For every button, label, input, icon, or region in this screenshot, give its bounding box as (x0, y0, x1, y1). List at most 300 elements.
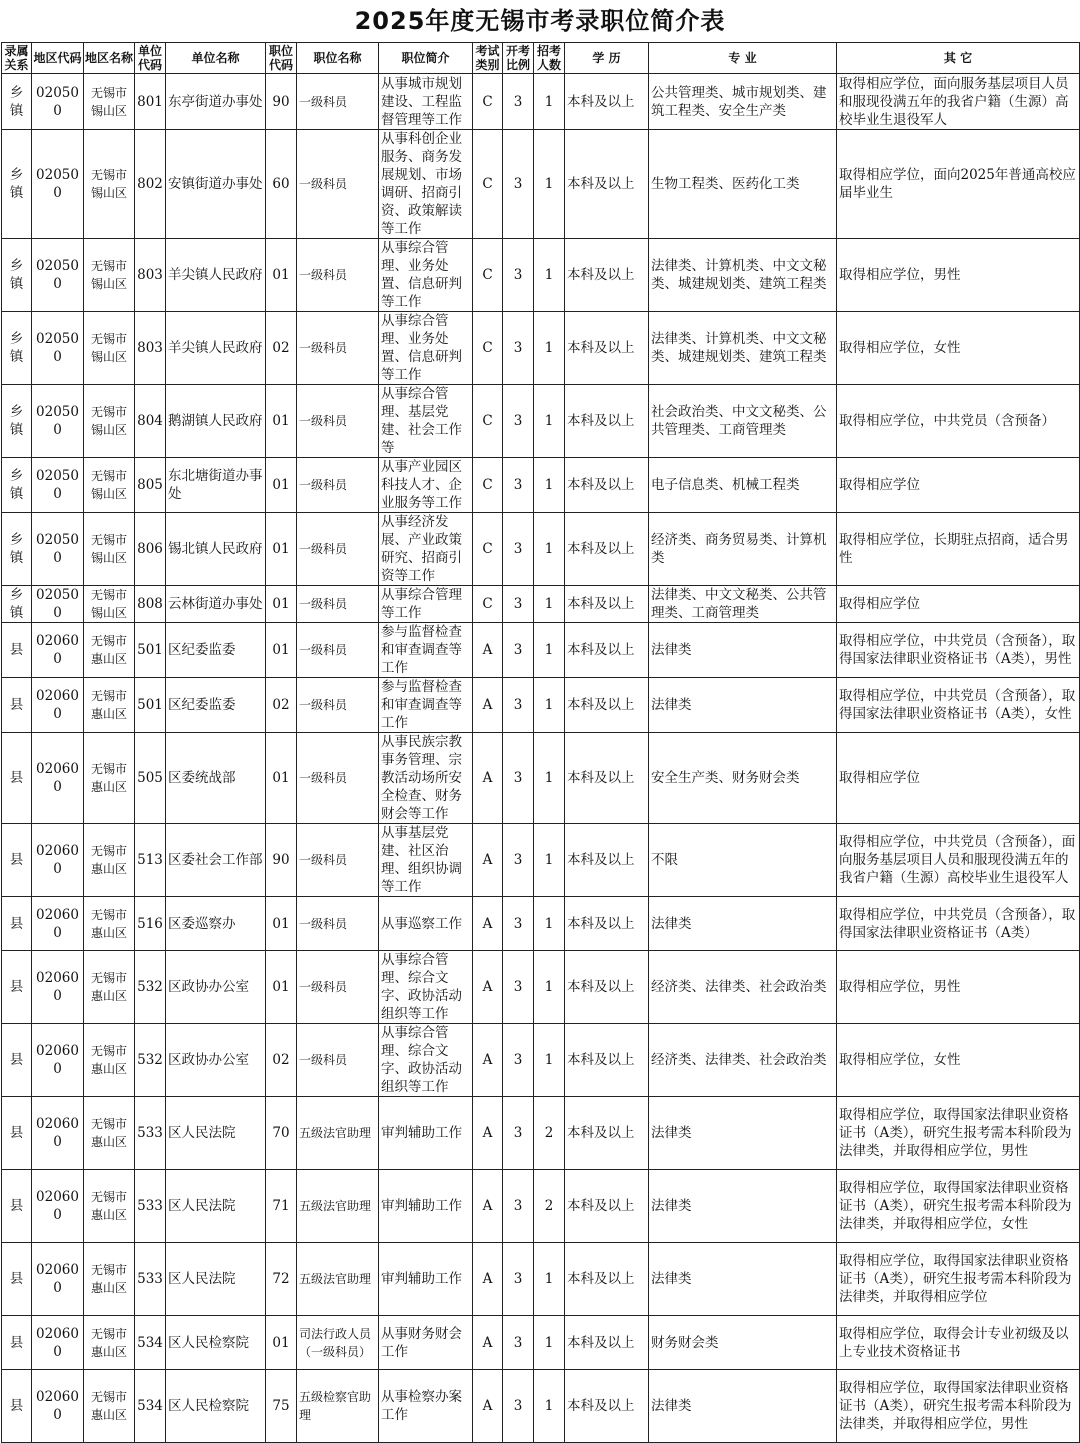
position-name-cell: 一级科员 (297, 733, 379, 824)
position-desc-cell: 从事财务财会工作 (379, 1316, 473, 1370)
region-code-cell: 020600 (32, 678, 84, 733)
ratio-cell: 3 (503, 1097, 534, 1170)
exam-type-cell: A (473, 733, 503, 824)
position-code-cell: 01 (266, 897, 297, 951)
major-cell: 法律类 (649, 897, 837, 951)
unit-code-cell: 534 (135, 1370, 166, 1443)
region-code-cell: 020500 (32, 312, 84, 385)
exam-type-cell: A (473, 951, 503, 1024)
position-name-cell: 五级法官助理 (297, 1243, 379, 1316)
col-header: 学 历 (565, 43, 649, 74)
unit-name-cell: 东亭街道办事处 (166, 74, 266, 130)
region-code-cell: 020600 (32, 1097, 84, 1170)
position-code-cell: 72 (266, 1243, 297, 1316)
affiliation-cell: 乡镇 (2, 586, 32, 623)
position-name-cell: 一级科员 (297, 951, 379, 1024)
other-cell: 取得相应学位，取得国家法律职业资格证书（A类），研究生报考需本科阶段为法律类，并取得相应学位 (837, 1243, 1080, 1316)
education-cell: 本科及以上 (565, 312, 649, 385)
table-row (2, 824, 1080, 897)
unit-code-cell: 804 (135, 385, 166, 458)
unit-code-cell: 532 (135, 951, 166, 1024)
ratio-cell: 3 (503, 1170, 534, 1243)
education-cell: 本科及以上 (565, 1370, 649, 1443)
position-desc-cell: 从事科创企业服务、商务发展规划、市场调研、招商引资、政策解读等工作 (379, 130, 473, 239)
position-name-cell: 五级法官助理 (297, 1097, 379, 1170)
ratio-cell: 3 (503, 586, 534, 623)
education-cell: 本科及以上 (565, 385, 649, 458)
quota-cell: 1 (534, 897, 565, 951)
position-name-cell: 司法行政人员（一级科员） (297, 1316, 379, 1370)
other-cell: 取得相应学位，取得国家法律职业资格证书（A类），研究生报考需本科阶段为法律类，并取得相应学位，男性 (837, 1097, 1080, 1170)
region-name-cell: 无锡市锡山区 (84, 239, 135, 312)
position-desc-cell: 从事综合管理、综合文字、政协活动组织等工作 (379, 1024, 473, 1097)
position-desc-cell: 从事综合管理、业务处置、信息研判等工作 (379, 239, 473, 312)
ratio-cell: 3 (503, 1370, 534, 1443)
region-code-cell: 020600 (32, 1243, 84, 1316)
region-code-cell: 020600 (32, 1170, 84, 1243)
table-row (2, 513, 1080, 586)
region-code-cell: 020600 (32, 824, 84, 897)
ratio-cell: 3 (503, 733, 534, 824)
education-cell: 本科及以上 (565, 130, 649, 239)
unit-code-cell: 803 (135, 312, 166, 385)
ratio-cell: 3 (503, 1316, 534, 1370)
col-header: 招考人数 (534, 43, 565, 74)
unit-code-cell: 501 (135, 623, 166, 678)
affiliation-cell: 乡镇 (2, 458, 32, 513)
unit-code-cell: 513 (135, 824, 166, 897)
unit-name-cell: 羊尖镇人民政府 (166, 312, 266, 385)
exam-type-cell: A (473, 1370, 503, 1443)
unit-code-cell: 808 (135, 586, 166, 623)
education-cell: 本科及以上 (565, 897, 649, 951)
unit-code-cell: 805 (135, 458, 166, 513)
region-name-cell: 无锡市惠山区 (84, 824, 135, 897)
exam-type-cell: C (473, 312, 503, 385)
unit-name-cell: 区纪委监委 (166, 623, 266, 678)
unit-name-cell: 区政协办公室 (166, 951, 266, 1024)
exam-type-cell: C (473, 586, 503, 623)
col-header: 录属关系 (2, 43, 32, 74)
region-name-cell: 无锡市锡山区 (84, 385, 135, 458)
ratio-cell: 3 (503, 1024, 534, 1097)
unit-code-cell: 806 (135, 513, 166, 586)
affiliation-cell: 县 (2, 1024, 32, 1097)
affiliation-cell: 县 (2, 1170, 32, 1243)
exam-type-cell: A (473, 1024, 503, 1097)
education-cell: 本科及以上 (565, 513, 649, 586)
position-desc-cell: 从事城市规划建设、工程监督管理等工作 (379, 74, 473, 130)
position-code-cell: 71 (266, 1170, 297, 1243)
unit-name-cell: 区人民检察院 (166, 1316, 266, 1370)
table-row (2, 586, 1080, 623)
education-cell: 本科及以上 (565, 1243, 649, 1316)
ratio-cell: 3 (503, 312, 534, 385)
position-desc-cell: 从事产业园区科技人才、企业服务等工作 (379, 458, 473, 513)
other-cell: 取得相应学位 (837, 586, 1080, 623)
col-header: 其 它 (837, 43, 1080, 74)
quota-cell: 1 (534, 1370, 565, 1443)
ratio-cell: 3 (503, 623, 534, 678)
unit-name-cell: 区人民法院 (166, 1243, 266, 1316)
affiliation-cell: 乡镇 (2, 385, 32, 458)
unit-name-cell: 云林街道办事处 (166, 586, 266, 623)
position-code-cell: 75 (266, 1370, 297, 1443)
exam-type-cell: A (473, 897, 503, 951)
unit-code-cell: 801 (135, 74, 166, 130)
position-name-cell: 一级科员 (297, 130, 379, 239)
exam-type-cell: C (473, 385, 503, 458)
region-name-cell: 无锡市惠山区 (84, 1370, 135, 1443)
other-cell: 取得相应学位，面向2025年普通高校应届毕业生 (837, 130, 1080, 239)
position-name-cell: 五级法官助理 (297, 1170, 379, 1243)
col-header: 职位代码 (266, 43, 297, 74)
major-cell: 法律类 (649, 1370, 837, 1443)
position-code-cell: 01 (266, 623, 297, 678)
quota-cell: 1 (534, 824, 565, 897)
page-title: 2025年度无锡市考录职位简介表 (354, 7, 726, 35)
major-cell: 社会政治类、中文文秘类、公共管理类、工商管理类 (649, 385, 837, 458)
exam-type-cell: C (473, 130, 503, 239)
position-desc-cell: 从事民族宗教事务管理、宗教活动场所安全检查、财务财会等工作 (379, 733, 473, 824)
position-desc-cell: 从事综合管理等工作 (379, 586, 473, 623)
other-cell: 取得相应学位，中共党员（含预备），取得国家法律职业资格证书（A类） (837, 897, 1080, 951)
affiliation-cell: 乡镇 (2, 239, 32, 312)
unit-code-cell: 533 (135, 1097, 166, 1170)
exam-type-cell: A (473, 1243, 503, 1316)
table-row (2, 678, 1080, 733)
unit-code-cell: 803 (135, 239, 166, 312)
position-desc-cell: 审判辅助工作 (379, 1170, 473, 1243)
region-name-cell: 无锡市惠山区 (84, 1316, 135, 1370)
other-cell: 取得相应学位，中共党员（含预备），面向服务基层项目人员和服现役满五年的我省户籍（生源）高校毕业生退役军人 (837, 824, 1080, 897)
ratio-cell: 3 (503, 458, 534, 513)
affiliation-cell: 乡镇 (2, 312, 32, 385)
exam-type-cell: C (473, 239, 503, 312)
quota-cell: 1 (534, 385, 565, 458)
region-code-cell: 020600 (32, 951, 84, 1024)
region-code-cell: 020500 (32, 586, 84, 623)
major-cell: 生物工程类、医药化工类 (649, 130, 837, 239)
exam-type-cell: A (473, 824, 503, 897)
education-cell: 本科及以上 (565, 1024, 649, 1097)
position-code-cell: 01 (266, 513, 297, 586)
quota-cell: 2 (534, 1097, 565, 1170)
quota-cell: 1 (534, 74, 565, 130)
major-cell: 财务财会类 (649, 1316, 837, 1370)
position-name-cell: 五级检察官助理 (297, 1370, 379, 1443)
major-cell: 经济类、商务贸易类、计算机类 (649, 513, 837, 586)
position-code-cell: 70 (266, 1097, 297, 1170)
table-row (2, 1097, 1080, 1170)
quota-cell: 1 (534, 678, 565, 733)
major-cell: 安全生产类、财务财会类 (649, 733, 837, 824)
col-header: 地区代码 (32, 43, 84, 74)
unit-name-cell: 区委巡察办 (166, 897, 266, 951)
ratio-cell: 3 (503, 74, 534, 130)
exam-type-cell: C (473, 458, 503, 513)
position-desc-cell: 审判辅助工作 (379, 1243, 473, 1316)
unit-name-cell: 安镇街道办事处 (166, 130, 266, 239)
region-name-cell: 无锡市惠山区 (84, 1243, 135, 1316)
other-cell: 取得相应学位，女性 (837, 312, 1080, 385)
affiliation-cell: 县 (2, 1243, 32, 1316)
quota-cell: 1 (534, 1316, 565, 1370)
unit-name-cell: 羊尖镇人民政府 (166, 239, 266, 312)
region-code-cell: 020600 (32, 1316, 84, 1370)
position-code-cell: 01 (266, 733, 297, 824)
quota-cell: 1 (534, 239, 565, 312)
region-name-cell: 无锡市惠山区 (84, 897, 135, 951)
unit-code-cell: 505 (135, 733, 166, 824)
col-header: 地区名称 (84, 43, 135, 74)
other-cell: 取得相应学位，女性 (837, 1024, 1080, 1097)
unit-name-cell: 区委社会工作部 (166, 824, 266, 897)
exam-type-cell: A (473, 1316, 503, 1370)
region-name-cell: 无锡市惠山区 (84, 1097, 135, 1170)
quota-cell: 1 (534, 513, 565, 586)
region-name-cell: 无锡市惠山区 (84, 678, 135, 733)
major-cell: 电子信息类、机械工程类 (649, 458, 837, 513)
position-code-cell: 90 (266, 824, 297, 897)
col-header: 专 业 (649, 43, 837, 74)
exam-type-cell: A (473, 1097, 503, 1170)
education-cell: 本科及以上 (565, 733, 649, 824)
unit-name-cell: 区人民检察院 (166, 1370, 266, 1443)
position-code-cell: 01 (266, 1316, 297, 1370)
quota-cell: 1 (534, 130, 565, 239)
unit-code-cell: 534 (135, 1316, 166, 1370)
exam-type-cell: C (473, 74, 503, 130)
other-cell: 取得相应学位，中共党员（含预备），取得国家法律职业资格证书（A类），女性 (837, 678, 1080, 733)
unit-name-cell: 区委统战部 (166, 733, 266, 824)
unit-code-cell: 533 (135, 1243, 166, 1316)
position-name-cell: 一级科员 (297, 385, 379, 458)
unit-name-cell: 区人民法院 (166, 1097, 266, 1170)
education-cell: 本科及以上 (565, 951, 649, 1024)
affiliation-cell: 县 (2, 897, 32, 951)
unit-code-cell: 533 (135, 1170, 166, 1243)
affiliation-cell: 乡镇 (2, 130, 32, 239)
region-name-cell: 无锡市惠山区 (84, 733, 135, 824)
region-code-cell: 020600 (32, 623, 84, 678)
quota-cell: 1 (534, 623, 565, 678)
position-code-cell: 01 (266, 239, 297, 312)
unit-code-cell: 516 (135, 897, 166, 951)
position-code-cell: 02 (266, 312, 297, 385)
table-header-row (2, 43, 1080, 74)
major-cell: 法律类、计算机类、中文文秘类、城建规划类、建筑工程类 (649, 312, 837, 385)
other-cell: 取得相应学位，取得国家法律职业资格证书（A类），研究生报考需本科阶段为法律类，并取得相应学位，女性 (837, 1170, 1080, 1243)
position-desc-cell: 从事综合管理、业务处置、信息研判等工作 (379, 312, 473, 385)
region-name-cell: 无锡市锡山区 (84, 130, 135, 239)
positions-table (1, 42, 1080, 1443)
position-name-cell: 一级科员 (297, 586, 379, 623)
region-name-cell: 无锡市惠山区 (84, 951, 135, 1024)
region-code-cell: 020600 (32, 1024, 84, 1097)
position-desc-cell: 参与监督检查和审查调查等工作 (379, 623, 473, 678)
exam-type-cell: C (473, 513, 503, 586)
region-code-cell: 020500 (32, 513, 84, 586)
table-row (2, 1170, 1080, 1243)
education-cell: 本科及以上 (565, 623, 649, 678)
major-cell: 法律类、中文文秘类、公共管理类、工商管理类 (649, 586, 837, 623)
education-cell: 本科及以上 (565, 678, 649, 733)
col-header: 考试类别 (473, 43, 503, 74)
position-name-cell: 一级科员 (297, 623, 379, 678)
ratio-cell: 3 (503, 824, 534, 897)
position-name-cell: 一级科员 (297, 312, 379, 385)
region-name-cell: 无锡市锡山区 (84, 312, 135, 385)
ratio-cell: 3 (503, 897, 534, 951)
quota-cell: 1 (534, 733, 565, 824)
exam-type-cell: A (473, 1170, 503, 1243)
exam-type-cell: A (473, 678, 503, 733)
position-name-cell: 一级科员 (297, 824, 379, 897)
region-name-cell: 无锡市锡山区 (84, 74, 135, 130)
quota-cell: 1 (534, 458, 565, 513)
table-row (2, 1243, 1080, 1316)
exam-type-cell: A (473, 623, 503, 678)
quota-cell: 1 (534, 951, 565, 1024)
education-cell: 本科及以上 (565, 74, 649, 130)
table-row (2, 897, 1080, 951)
table-row (2, 385, 1080, 458)
col-header: 单位名称 (166, 43, 266, 74)
position-name-cell: 一级科员 (297, 513, 379, 586)
quota-cell: 1 (534, 586, 565, 623)
ratio-cell: 3 (503, 513, 534, 586)
position-name-cell: 一级科员 (297, 678, 379, 733)
major-cell: 法律类 (649, 1097, 837, 1170)
major-cell: 法律类 (649, 1170, 837, 1243)
region-code-cell: 020600 (32, 733, 84, 824)
position-code-cell: 01 (266, 951, 297, 1024)
affiliation-cell: 县 (2, 1316, 32, 1370)
position-desc-cell: 从事综合管理、基层党建、社会工作等 (379, 385, 473, 458)
table-row (2, 1316, 1080, 1370)
education-cell: 本科及以上 (565, 239, 649, 312)
table-row (2, 951, 1080, 1024)
affiliation-cell: 乡镇 (2, 74, 32, 130)
other-cell: 取得相应学位，取得国家法律职业资格证书（A类），研究生报考需本科阶段为法律类，并取得相应学位，男性 (837, 1370, 1080, 1443)
table-row (2, 74, 1080, 130)
position-code-cell: 90 (266, 74, 297, 130)
position-name-cell: 一级科员 (297, 458, 379, 513)
major-cell: 法律类 (649, 1243, 837, 1316)
affiliation-cell: 县 (2, 1097, 32, 1170)
major-cell: 公共管理类、城市规划类、建筑工程类、安全生产类 (649, 74, 837, 130)
table-row (2, 1024, 1080, 1097)
col-header: 单位代码 (135, 43, 166, 74)
major-cell: 经济类、法律类、社会政治类 (649, 951, 837, 1024)
region-code-cell: 020500 (32, 130, 84, 239)
unit-name-cell: 鹅湖镇人民政府 (166, 385, 266, 458)
col-header: 职位名称 (297, 43, 379, 74)
education-cell: 本科及以上 (565, 586, 649, 623)
unit-name-cell: 锡北镇人民政府 (166, 513, 266, 586)
affiliation-cell: 县 (2, 678, 32, 733)
education-cell: 本科及以上 (565, 1170, 649, 1243)
unit-code-cell: 802 (135, 130, 166, 239)
col-header: 开考比例 (503, 43, 534, 74)
position-desc-cell: 参与监督检查和审查调查等工作 (379, 678, 473, 733)
unit-code-cell: 501 (135, 678, 166, 733)
major-cell: 法律类 (649, 623, 837, 678)
position-code-cell: 01 (266, 385, 297, 458)
ratio-cell: 3 (503, 1243, 534, 1316)
ratio-cell: 3 (503, 239, 534, 312)
position-name-cell: 一级科员 (297, 897, 379, 951)
affiliation-cell: 县 (2, 1370, 32, 1443)
unit-code-cell: 532 (135, 1024, 166, 1097)
unit-name-cell: 区人民法院 (166, 1170, 266, 1243)
other-cell: 取得相应学位，男性 (837, 239, 1080, 312)
ratio-cell: 3 (503, 385, 534, 458)
unit-name-cell: 区政协办公室 (166, 1024, 266, 1097)
region-name-cell: 无锡市惠山区 (84, 623, 135, 678)
region-code-cell: 020500 (32, 458, 84, 513)
region-code-cell: 020600 (32, 1370, 84, 1443)
table-row (2, 312, 1080, 385)
quota-cell: 1 (534, 1024, 565, 1097)
table-row (2, 239, 1080, 312)
other-cell: 取得相应学位，面向服务基层项目人员和服现役满五年的我省户籍（生源）高校毕业生退役军人 (837, 74, 1080, 130)
table-row (2, 458, 1080, 513)
other-cell: 取得相应学位 (837, 458, 1080, 513)
ratio-cell: 3 (503, 951, 534, 1024)
region-code-cell: 020600 (32, 897, 84, 951)
other-cell: 取得相应学位，男性 (837, 951, 1080, 1024)
affiliation-cell: 县 (2, 623, 32, 678)
ratio-cell: 3 (503, 130, 534, 239)
position-code-cell: 01 (266, 586, 297, 623)
region-code-cell: 020500 (32, 385, 84, 458)
ratio-cell: 3 (503, 678, 534, 733)
other-cell: 取得相应学位，中共党员（含预备） (837, 385, 1080, 458)
region-code-cell: 020500 (32, 239, 84, 312)
table-row (2, 130, 1080, 239)
col-header: 职位简介 (379, 43, 473, 74)
position-desc-cell: 从事基层党建、社区治理、组织协调等工作 (379, 824, 473, 897)
position-desc-cell: 从事检察办案工作 (379, 1370, 473, 1443)
affiliation-cell: 乡镇 (2, 513, 32, 586)
major-cell: 不限 (649, 824, 837, 897)
other-cell: 取得相应学位，中共党员（含预备），取得国家法律职业资格证书（A类），男性 (837, 623, 1080, 678)
education-cell: 本科及以上 (565, 824, 649, 897)
quota-cell: 2 (534, 1170, 565, 1243)
major-cell: 法律类 (649, 678, 837, 733)
major-cell: 法律类、计算机类、中文文秘类、城建规划类、建筑工程类 (649, 239, 837, 312)
other-cell: 取得相应学位，取得会计专业初级及以上专业技术资格证书 (837, 1316, 1080, 1370)
table-row (2, 1370, 1080, 1443)
region-name-cell: 无锡市惠山区 (84, 1170, 135, 1243)
region-name-cell: 无锡市锡山区 (84, 513, 135, 586)
other-cell: 取得相应学位，长期驻点招商，适合男性 (837, 513, 1080, 586)
region-name-cell: 无锡市锡山区 (84, 458, 135, 513)
table-row (2, 733, 1080, 824)
quota-cell: 1 (534, 312, 565, 385)
position-desc-cell: 从事综合管理、综合文字、政协活动组织等工作 (379, 951, 473, 1024)
education-cell: 本科及以上 (565, 1097, 649, 1170)
position-name-cell: 一级科员 (297, 1024, 379, 1097)
position-desc-cell: 从事经济发展、产业政策研究、招商引资等工作 (379, 513, 473, 586)
unit-name-cell: 区纪委监委 (166, 678, 266, 733)
position-name-cell: 一级科员 (297, 74, 379, 130)
other-cell: 取得相应学位 (837, 733, 1080, 824)
region-code-cell: 020500 (32, 74, 84, 130)
unit-name-cell: 东北塘街道办事处 (166, 458, 266, 513)
